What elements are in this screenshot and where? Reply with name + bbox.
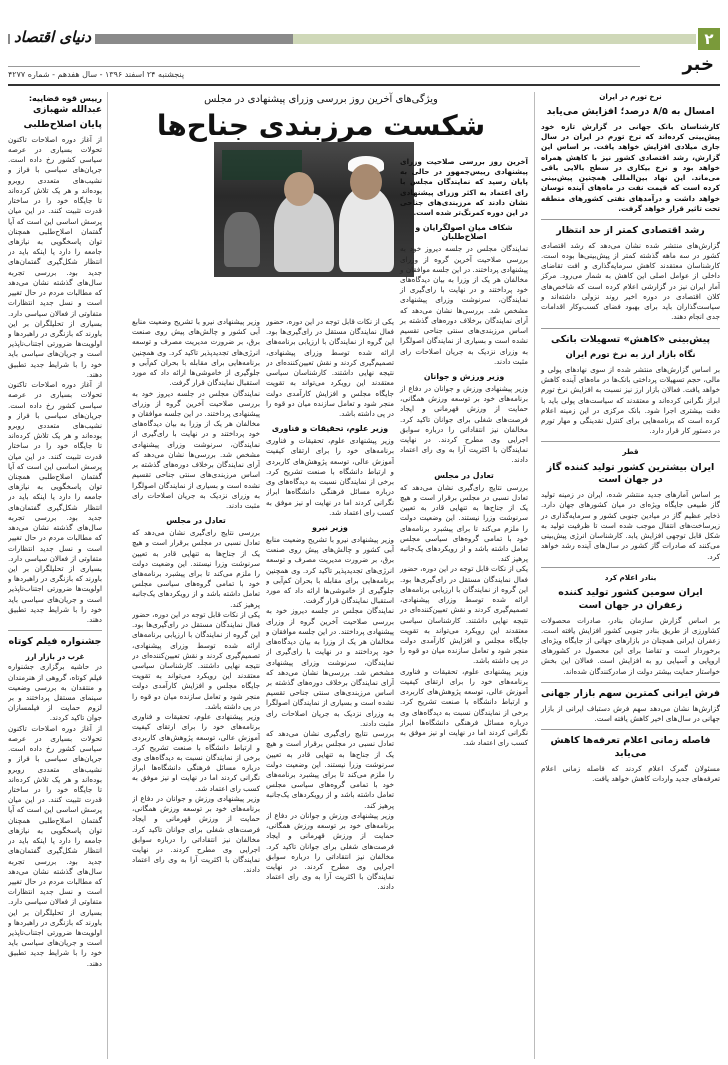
article-headline: رشد اقتصادی کمتر از حد انتظار — [556, 225, 705, 236]
body-paragraph: یکی از نکات قابل توجه در این دوره، حضور فعال نمایندگان مستقل در رای‌گیری‌ها بود. این گروه از نمایندگان با ارزیابی برنامه‌های ارائه شده توسط وزرای پیشنهادی، تصمیم‌گیری کردند و نقش تعیین‌کننده‌ای در نتیجه نهایی داشتند. کارشناسان سیاسی معتقدند این رویکرد می‌تواند به تقویت جایگاه مجلس و افزایش کارآمدی دولت منجر شود و تعامل سازنده میان دو قوه را در پی داشته باشد. — [266, 317, 394, 418]
article-kicker: بنادر اعلام کرد — [604, 572, 657, 582]
column-body: از آغاز دوره اصلاحات تاکنون تحولات بسیاری در عرصه سیاسی کشور رخ داده است. جریان‌های سیاسی با فراز و نشیب‌های متعددی روبرو بوده‌اند و هر یک تلاش کرده‌اند تا جایگاه خود را در ساختار قدرت تثبیت کنند. در این میان پرسش اساسی این است که آیا گفتمان اصلاح‌طلبی همچنان توان پاسخگویی به نیازهای جامعه را دارد یا اینکه باید در انتظار شکل‌گیری گفتمان‌های جدید بود. بررسی تجربه سال‌های گذشته نشان می‌دهد که مطالبات مردم در حال تغییر است و نسل جدید انتظارات متفاوتی از فعالان سیاسی دارد. بسیاری از تحلیلگران بر این باورند که بازنگری در راهبردها و اولویت‌ها ضرورتی اجتناب‌ناپذیر است و جریان‌های سیاسی باید خود را با شرایط جدید تطبیق دهند. — [8, 380, 102, 625]
divider — [541, 729, 720, 730]
lead-column — [400, 157, 528, 748]
divider — [8, 66, 640, 67]
dateline: پنجشنبه ۲۴ اسفند ۱۳۹۶ - سال هفدهم - شماره ۴۲۷۷ — [8, 70, 185, 79]
article — [541, 735, 720, 784]
article-headline: ایران سومین کشور تولید کننده زعفران در جهان است — [558, 586, 703, 611]
column-kicker: رییس قوه قضاییه: — [28, 94, 102, 103]
column-title: پایان اصلاح‌طلبی — [23, 119, 102, 130]
article-headline: فرش ایرانی کمترین سهم بازار جهانی — [541, 687, 720, 699]
article-headline: فاصله زمانی اعلام تعرفه‌ها کاهش می‌یابد — [550, 735, 711, 759]
subhead: تعادل در مجلس — [166, 516, 226, 526]
divider — [541, 328, 720, 329]
body-paragraph: وزیر پیشنهادی علوم، تحقیقات و فناوری برنامه‌های خود را برای ارتقای کیفیت آموزش عالی، توسعه پژوهش‌های کاربردی و ارتباط دانشگاه با صنعت تشریح کرد. برخی از نمایندگان نسبت به دیدگاه‌های وی درباره مسائل فرهنگی دانشگاه‌ها ابراز نگرانی کردند اما در نهایت او نیز موفق به کسب رای اعتماد شد. — [266, 436, 394, 517]
subhead: شکاف میان اصولگرایان و اصلاح‌طلبان — [415, 223, 513, 242]
body-paragraph: وزیر پیشنهادی ورزش و جوانان در دفاع از برنامه‌های خود بر توسعه ورزش همگانی، حمایت از ورزش قهرمانی و ایجاد فرصت‌های شغلی برای جوانان تاکید کرد. مخالفان نیز انتقاداتی را درباره سوابق اجرایی وی مطرح کردند. در نهایت نمایندگان با اکثریت آرا به وی رای اعتماد دادند. — [132, 793, 260, 875]
article-body: گزارش‌ها نشان می‌دهد سهم فرش دستباف ایرانی از بازار جهانی در سال‌های اخیر کاهش یافته است. — [541, 703, 720, 723]
divider — [541, 682, 720, 683]
subhead: وزیر ورزش و جوانان — [423, 371, 505, 381]
divider — [8, 84, 720, 86]
right-column — [534, 92, 720, 1059]
main-body — [114, 157, 528, 1059]
main-headline: شکست مرزبندی جناح‌ها — [156, 109, 486, 142]
article-body: کارشناسان بانک جهانی در گزارش تازه خود پیش‌بینی کرده‌اند که نرخ تورم در ایران در سال جاری میلادی افزایش خواهد یافت. بر اساس این گزارش، رشد اقتصادی کشور نیز با کاهش همراه خواهد بود و نرخ بیکاری در سطح بالایی باقی می‌ماند. این نهاد بین‌المللی همچنین پیش‌بینی کرده است که قیمت نفت در ماه‌های آینده نوسان خواهد داشت و درآمدهای نفتی کشورهای منطقه تحت تاثیر قرار خواهد گرفت. — [541, 122, 720, 213]
column-body: از آغاز دوره اصلاحات تاکنون تحولات بسیاری در عرصه سیاسی کشور رخ داده است. جریان‌های سیاسی با فراز و نشیب‌های متعددی روبرو بوده‌اند و هر یک تلاش کرده‌اند تا جایگاه خود را در ساختار قدرت تثبیت کنند. در این میان پرسش اساسی این است که آیا گفتمان اصلاح‌طلبی همچنان توان پاسخگویی به نیازهای جامعه را دارد یا اینکه باید در انتظار شکل‌گیری گفتمان‌های جدید بود. بررسی تجربه سال‌های گذشته نشان می‌دهد که مطالبات مردم در حال تغییر است و نسل جدید انتظارات متفاوتی از فعالان سیاسی دارد. بسیاری از تحلیلگران بر این باورند که بازنگری در راهبردها و اولویت‌ها ضرورتی اجتناب‌ناپذیر است و جریان‌های سیاسی باید خود را با شرایط جدید تطبیق دهند. — [8, 134, 102, 379]
article-kicker: نرخ تورم در ایران — [599, 92, 662, 101]
subhead: تعادل در مجلس — [434, 470, 494, 480]
lead-paragraph: آخرین روز بررسی صلاحیت وزرای پیشنهادی رییس‌جمهور در حالی به پایان رسید که نمایندگان مجلس با رای اعتماد به اکثر وزرای پیشنهادی نشان دادند که مرزبندی‌های جناحی در این دوره کمرنگ‌تر شده است. — [400, 157, 528, 218]
article-headline: پیش‌بینی «کاهش» تسهیلات بانکی — [550, 333, 711, 345]
body-column — [266, 317, 394, 1059]
page-number: ۲ — [698, 28, 720, 50]
body-paragraph: یکی از نکات قابل توجه در این دوره، حضور فعال نمایندگان مستقل در رای‌گیری‌ها بود. این گروه از نمایندگان با ارزیابی برنامه‌های ارائه شده توسط وزرای پیشنهادی، تصمیم‌گیری کردند و نقش تعیین‌کننده‌ای در نتیجه نهایی داشتند. کارشناسان سیاسی معتقدند این رویکرد می‌تواند به تقویت جایگاه مجلس و افزایش کارآمدی دولت منجر شود و تعامل سازنده میان دو قوه را در پی داشته باشد. — [132, 609, 260, 711]
body-paragraph: وزیر پیشنهادی نیرو با تشریح وضعیت منابع آبی کشور و چالش‌های پیش روی صنعت برق، بر ضرورت مدیریت مصرف و توسعه انرژی‌های تجدیدپذیر تاکید کرد. وی همچنین برنامه‌هایی برای مقابله با بحران کم‌آبی و جلوگیری از خاموشی‌ها ارائه داد که مورد استقبال نمایندگان قرار گرفت. — [266, 534, 394, 606]
section-title: خبر — [682, 54, 714, 75]
masthead — [8, 28, 720, 88]
article-body: بر اساس آمارهای جدید منتشر شده، ایران در زمینه تولید گاز طبیعی جایگاه ویژه‌ای در میان کشورهای جهان دارد. ذخایر عظیم گاز در میادین جنوبی کشور و سرمایه‌گذاری در زیرساخت‌های انتقال موجب شده است تا ظرفیت تولید به شکل قابل توجهی افزایش یابد. کارشناسان انرژی پیش‌بینی می‌کنند که صادرات گاز کشور در سال‌های آینده رشد خواهد کرد. — [541, 490, 720, 561]
divider — [541, 567, 720, 568]
brand-logo: دنیای اقتصاد — [10, 28, 95, 46]
column-subtitle: غرب در بازار ارز — [25, 652, 85, 662]
column-title: جشنواره فیلم کوتاه — [8, 636, 102, 648]
body-paragraph: وزیر پیشنهادی علوم، تحقیقات و فناوری برنامه‌های خود را برای ارتقای کیفیت آموزش عالی، توسعه پژوهش‌های کاربردی و ارتباط دانشگاه با صنعت تشریح کرد. برخی از نمایندگان نسبت به دیدگاه‌های وی درباره مسائل فرهنگی دانشگاه‌ها ابراز نگرانی کردند اما در نهایت او نیز موفق به کسب رای اعتماد شد. — [400, 666, 528, 748]
body-paragraph: نمایندگان مجلس در جلسه دیروز خود به بررسی صلاحیت آخرین گروه از وزرای پیشنهادی پرداختند. در این جلسه موافقان و مخالفان هر یک از وزرا به بیان دیدگاه‌های خود پرداختند و در نهایت با رای‌گیری از نمایندگان، سرنوشت وزرای پیشنهادی مشخص شد. بررسی‌ها نشان می‌دهد که آرای نمایندگان برخلاف دوره‌های گذشته بر اساس مرزبندی‌های سنتی جناحی تقسیم نشده است و بسیاری از نمایندگان اصولگرا به وزرای نزدیک به جریان اصلاحات رای مثبت دادند. — [266, 606, 394, 728]
article-headline: ایران بیشترین کشور تولید کننده گاز در جهان است — [546, 461, 715, 486]
body-paragraph: وزیر پیشنهادی ورزش و جوانان در دفاع از برنامه‌های خود بر توسعه ورزش همگانی، حمایت از ورزش قهرمانی و ایجاد فرصت‌های شغلی برای جوانان تاکید کرد. مخالفان نیز انتقاداتی را درباره سوابق اجرایی وی مطرح کردند. در نهایت نمایندگان با اکثریت آرا به وی رای اعتماد دادند. — [266, 810, 394, 892]
article-subheadline: نگاه بازار ارز به نرخ تورم ایران — [565, 350, 696, 361]
subhead: وزیر علوم، تحقیقات و فناوری — [271, 424, 389, 434]
author-name: عبدالله شهبازی — [32, 105, 102, 115]
left-column — [8, 92, 108, 1059]
article-body: بر اساس گزارش سازمان بنادر، صادرات محصولات کشاورزی از طریق بنادر جنوبی کشور افزایش یافته است. زعفران ایرانی همچنان در بازارهای جهانی از جایگاه ویژه‌ای برخوردار است و تقاضا برای این محصول در کشورهای اروپایی و آسیایی رو به افزایش است. فعالان این بخش خواستار حمایت بیشتر دولت از صادرکنندگان شده‌اند. — [541, 615, 720, 676]
article — [541, 225, 720, 323]
divider — [541, 441, 720, 442]
body-paragraph: وزیر پیشنهادی ورزش و جوانان در دفاع از برنامه‌های خود بر توسعه ورزش همگانی، حمایت از ورزش قهرمانی و ایجاد فرصت‌های شغلی برای جوانان تاکید کرد. مخالفان نیز انتقاداتی را درباره سوابق اجرایی وی مطرح کردند. در نهایت نمایندگان با اکثریت آرا به وی رای اعتماد دادند. — [400, 383, 528, 465]
subhead: وزیر نیرو — [312, 522, 348, 532]
article — [541, 92, 720, 214]
body-paragraph: وزیر پیشنهادی علوم، تحقیقات و فناوری برنامه‌های خود را برای ارتقای کیفیت آموزش عالی، توسعه پژوهش‌های کاربردی و ارتباط دانشگاه با صنعت تشریح کرد. برخی از نمایندگان نسبت به دیدگاه‌های وی درباره مسائل فرهنگی دانشگاه‌ها ابراز نگرانی کردند اما در نهایت او نیز موفق به کسب رای اعتماد شد. — [132, 712, 260, 793]
article-body: بر اساس گزارش‌های منتشر شده از سوی نهادهای پولی و مالی، حجم تسهیلات پرداختی بانک‌ها در ماه‌های آینده کاهش خواهد یافت. فعالان بازار ارز نیز نسبت به افزایش نرخ تورم ابراز نگرانی کرده‌اند و معتقدند که سیاست‌های پولی باید با دقت بیشتری اجرا شود. بانک مرکزی در این زمینه اعلام کرده است که برنامه‌هایی برای کنترل نقدینگی و مهار تورم در دستور کار قرار دارد. — [541, 364, 720, 436]
article — [541, 447, 720, 561]
article-body: گزارش‌های منتشر شده نشان می‌دهد که رشد اقتصادی کشور در سه ماهه گذشته کمتر از پیش‌بینی‌ها بوده است. کارشناسان معتقدند کاهش سرمایه‌گذاری و افت تقاضای داخلی از عوامل اصلی این کاهش به شمار می‌رود. مرکز آمار ایران نیز در گزارشی اعلام کرده است که شاخص‌های کلان اقتصادی در دوره اخیر روند نزولی داشته‌اند و سیاست‌گذاران باید برای بهبود فضای کسب‌وکار اقدامات جدی انجام دهند. — [541, 240, 720, 322]
body-column — [132, 317, 260, 1059]
main-article — [114, 92, 528, 1059]
body-paragraph: بررسی نتایج رای‌گیری نشان می‌دهد که تعادل نسبی در مجلس برقرار است و هیچ یک از جناح‌ها به تنهایی قادر به تعیین سرنوشت وزرا نیستند. این وضعیت دولت را ملزم می‌کند تا برای پیشبرد برنامه‌های خود با تمامی گروه‌های سیاسی مجلس تعامل داشته باشد و از رویکردهای یک‌جانبه پرهیز کند. — [266, 729, 394, 810]
body-paragraph: نمایندگان مجلس در جلسه دیروز خود به بررسی صلاحیت آخرین گروه از وزرای پیشنهادی پرداختند. در این جلسه موافقان و مخالفان هر یک از وزرا به بیان دیدگاه‌های خود پرداختند و در نهایت با رای‌گیری از نمایندگان، سرنوشت وزرای پیشنهادی مشخص شد. بررسی‌ها نشان می‌دهد که آرای نمایندگان برخلاف دوره‌های گذشته بر اساس مرزبندی‌های سنتی جناحی تقسیم نشده است و بسیاری از نمایندگان اصولگرا به وزرای نزدیک به جریان اصلاحات رای مثبت دادند. — [132, 388, 260, 510]
article-headline: امسال به ۸/۵ درصد؛ افزایش می‌یابد — [546, 106, 715, 118]
body-paragraph: وزیر پیشنهادی نیرو با تشریح وضعیت منابع آبی کشور و چالش‌های پیش روی صنعت برق، بر ضرورت مدیریت مصرف و توسعه انرژی‌های تجدیدپذیر تاکید کرد. وی همچنین برنامه‌هایی برای مقابله با بحران کم‌آبی و جلوگیری از خاموشی‌ها ارائه داد که مورد استقبال نمایندگان قرار گرفت. — [132, 317, 260, 388]
body-paragraph: بررسی نتایج رای‌گیری نشان می‌دهد که تعادل نسبی در مجلس برقرار است و هیچ یک از جناح‌ها به تنهایی قادر به تعیین سرنوشت وزرا نیستند. این وضعیت دولت را ملزم می‌کند تا برای پیشبرد برنامه‌های خود با تمامی گروه‌های سیاسی مجلس تعامل داشته باشد و از رویکردهای یک‌جانبه پرهیز کند. — [132, 528, 260, 609]
main-kicker: ویژگی‌های آخرین روز بررسی وزرای پیشنهادی در مجلس — [204, 94, 438, 105]
body-paragraph: یکی از نکات قابل توجه در این دوره، حضور فعال نمایندگان مستقل در رای‌گیری‌ها بود. این گروه از نمایندگان با ارزیابی برنامه‌های ارائه شده توسط وزرای پیشنهادی، تصمیم‌گیری کردند و نقش تعیین‌کننده‌ای در نتیجه نهایی داشتند. کارشناسان سیاسی معتقدند این رویکرد می‌تواند به تقویت جایگاه مجلس و افزایش کارآمدی دولت منجر شود و تعامل سازنده میان دو قوه را در پی داشته باشد. — [400, 564, 528, 666]
article-kicker: قطر — [622, 447, 639, 457]
body-paragraph: بررسی نتایج رای‌گیری نشان می‌دهد که تعادل نسبی در مجلس برقرار است و هیچ یک از جناح‌ها به تنهایی قادر به تعیین سرنوشت وزرا نیستند. این وضعیت دولت را ملزم می‌کند تا برای پیشبرد برنامه‌های خود با تمامی گروه‌های سیاسی مجلس تعامل داشته باشد و از رویکردهای یک‌جانبه پرهیز کند. — [400, 482, 528, 564]
article-body: مسئولان گمرک اعلام کردند که فاصله زمانی اعلام تعرفه‌های جدید واردات کاهش خواهد یافت. — [541, 763, 720, 783]
column-body: در حاشیه برگزاری جشنواره فیلم کوتاه، گروهی از هنرمندان و منتقدان به بررسی وضعیت سینمای مستقل پرداختند و بر لزوم حمایت از فیلمسازان جوان تاکید کردند. — [8, 662, 102, 723]
article — [541, 688, 720, 724]
divider — [8, 630, 102, 631]
article — [541, 573, 720, 677]
divider — [541, 219, 720, 220]
column-body: از آغاز دوره اصلاحات تاکنون تحولات بسیاری در عرصه سیاسی کشور رخ داده است. جریان‌های سیاسی با فراز و نشیب‌های متعددی روبرو بوده‌اند و هر یک تلاش کرده‌اند تا جایگاه خود را در ساختار قدرت تثبیت کنند. در این میان پرسش اساسی این است که آیا گفتمان اصلاح‌طلبی همچنان توان پاسخگویی به نیازهای جامعه را دارد یا اینکه باید در انتظار شکل‌گیری گفتمان‌های جدید بود. بررسی تجربه سال‌های گذشته نشان می‌دهد که مطالبات مردم در حال تغییر است و نسل جدید انتظارات متفاوتی از فعالان سیاسی دارد. بسیاری از تحلیلگران بر این باورند که بازنگری در راهبردها و اولویت‌ها ضرورتی اجتناب‌ناپذیر است و جریان‌های سیاسی باید خود را با شرایط جدید تطبیق دهند. — [8, 723, 102, 968]
article — [541, 334, 720, 437]
body-paragraph: نمایندگان مجلس در جلسه دیروز خود به بررسی صلاحیت آخرین گروه از وزرای پیشنهادی پرداختند. در این جلسه موافقان و مخالفان هر یک از وزرا به بیان دیدگاه‌های خود پرداختند و در نهایت با رای‌گیری از نمایندگان، سرنوشت وزرای پیشنهادی مشخص شد. بررسی‌ها نشان می‌دهد که آرای نمایندگان برخلاف دوره‌های گذشته بر اساس مرزبندی‌های سنتی جناحی تقسیم نشده است و بسیاری از نمایندگان اصولگرا به وزرای نزدیک به جریان اصلاحات رای مثبت دادند. — [400, 244, 528, 366]
